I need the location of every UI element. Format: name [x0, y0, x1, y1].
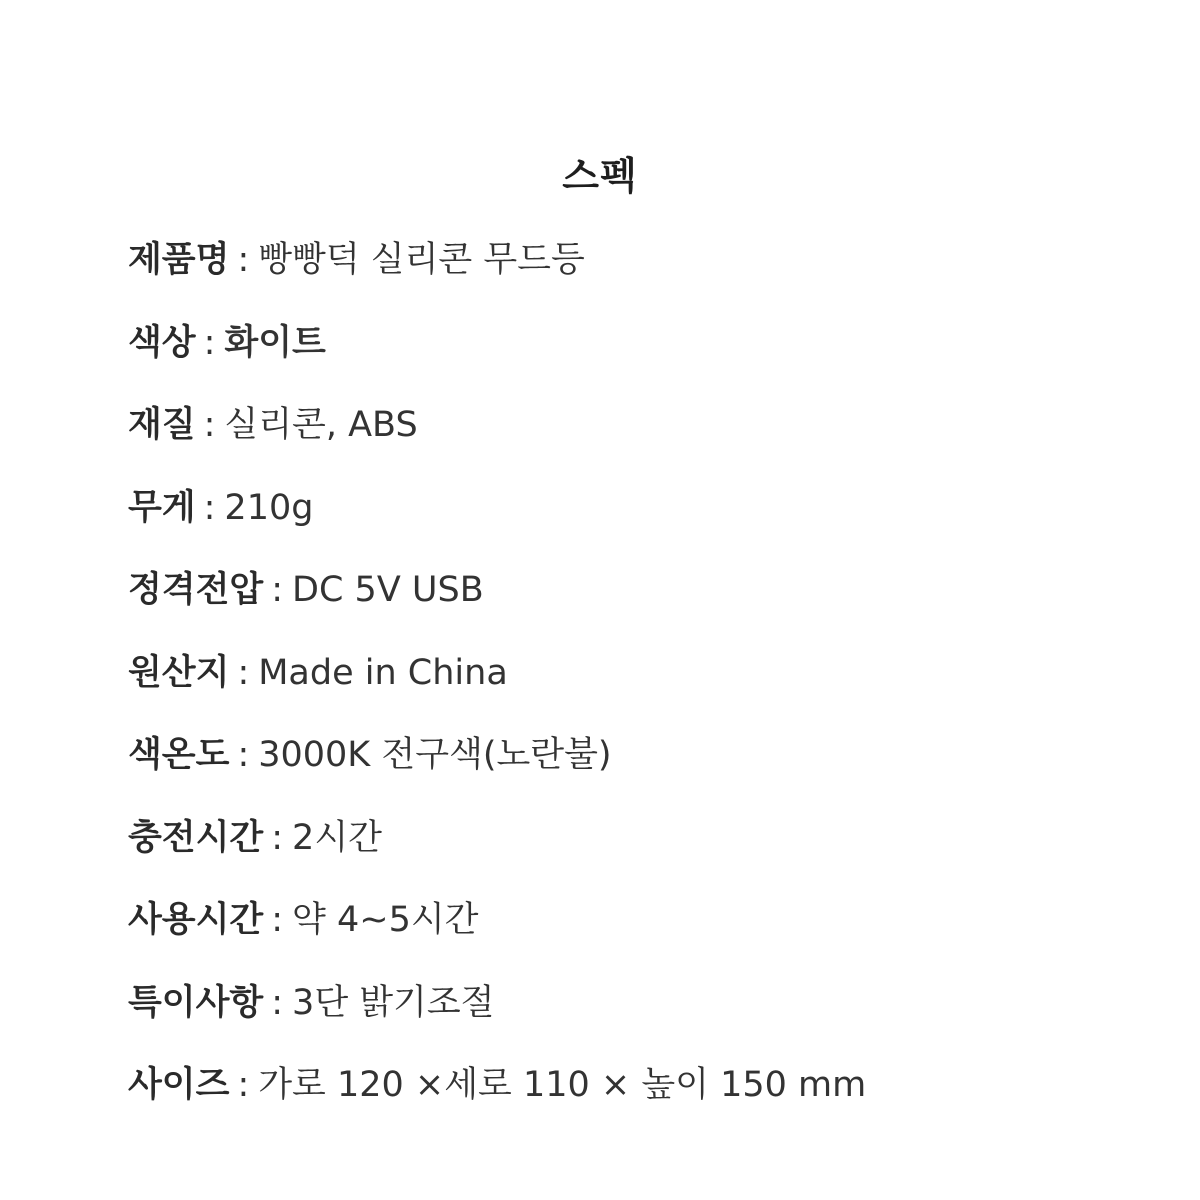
spec-list: [128, 236, 1128, 1144]
spec-row-size: [128, 1061, 1128, 1144]
spec-label: 충전시간: [128, 817, 264, 858]
spec-label: 색상: [128, 322, 196, 363]
spec-value: 화이트: [224, 322, 326, 363]
spec-label: 무게: [128, 487, 196, 528]
spec-value: DC 5V USB: [292, 570, 484, 610]
spec-value: 210g: [224, 487, 314, 528]
spec-separator: :: [237, 735, 250, 775]
spec-value: Made in China: [258, 652, 508, 693]
spec-row-charging-time: [128, 814, 1128, 897]
page-title: 스펙: [562, 154, 638, 199]
spec-separator: :: [237, 652, 250, 693]
spec-label: 원산지: [128, 652, 230, 693]
spec-label: 정격전압: [128, 570, 264, 610]
spec-separator: :: [271, 982, 284, 1023]
spec-value: 가로 120 ×세로 110 × 높이 150 mm: [258, 1065, 867, 1105]
spec-value: 약 4~5시간: [292, 900, 479, 940]
spec-label: 제품명: [128, 240, 230, 280]
spec-separator: :: [203, 405, 216, 445]
spec-label: 재질: [128, 405, 196, 445]
spec-label: 색온도: [128, 735, 230, 775]
spec-row-weight: [128, 484, 1128, 567]
spec-separator: :: [271, 570, 284, 610]
spec-row-color: [128, 319, 1128, 402]
spec-row-notes: [128, 979, 1128, 1062]
spec-value: 3000K 전구색(노란불): [258, 735, 612, 775]
spec-row-origin: [128, 649, 1128, 732]
spec-value: 빵빵덕 실리콘 무드등: [258, 240, 585, 280]
spec-row-rated-voltage: [128, 566, 1128, 649]
spec-row-color-temperature: [128, 731, 1128, 814]
spec-row-product-name: [128, 236, 1128, 319]
spec-separator: :: [203, 487, 216, 528]
spec-separator: :: [237, 240, 250, 280]
spec-label: 사용시간: [128, 900, 264, 940]
spec-value: 3단 밝기조절: [292, 982, 495, 1023]
spec-label: 특이사항: [128, 982, 264, 1023]
spec-separator: :: [237, 1065, 250, 1105]
spec-separator: :: [271, 817, 284, 858]
spec-value: 실리콘, ABS: [224, 405, 418, 445]
spec-row-usage-time: [128, 896, 1128, 979]
spec-separator: :: [203, 322, 216, 363]
spec-separator: :: [271, 900, 284, 940]
spec-row-material: [128, 401, 1128, 484]
spec-value: 2시간: [292, 817, 382, 858]
spec-label: 사이즈: [128, 1065, 230, 1105]
